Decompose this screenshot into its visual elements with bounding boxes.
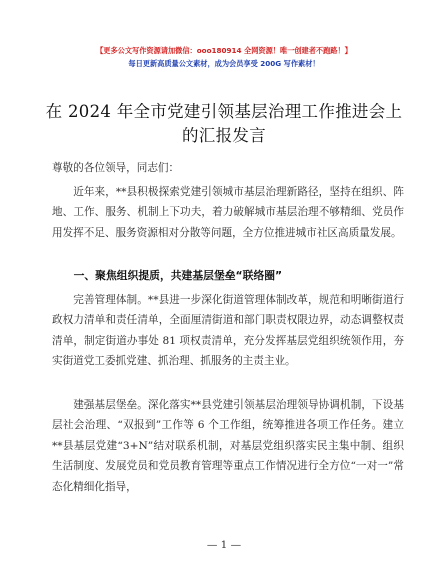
document-title: 在 2024 年全市党建引领基层治理工作推进会上的汇报发言 xyxy=(45,102,403,145)
page-number: — 1 — xyxy=(206,539,242,551)
promo-banner-line2: 每日更新高质量公文素材，成为会员享受 200G 写作素材！ xyxy=(128,59,320,68)
paragraph-management-system: 完善管理体制。**县进一步深化街道管理体制改革，规范和明晰街道行政权力清单和责任清单，全面厘清街道和部门职责权限边界，动态调整权责清单，制定街道办事处 81 项权责清单，充分发挥基层党组织统领作用，夯实街道党工委抓党建、抓治理、抓服务的主责主业。 xyxy=(52,294,404,368)
promo-banner-line1: 【更多公文写作资源请加微信：ooo180914 全网资源！唯一创建者不跑路！】 xyxy=(96,46,352,55)
salutation: 尊敬的各位领导，同志们： xyxy=(52,162,180,174)
section-heading-1: 一、聚焦组织提质，共建基层堡垒“联络圈” xyxy=(73,269,283,282)
paragraph-intro: 近年来，**县积极探索党建引领城市基层治理新路径，坚持在组织、阵地、工作、服务、机制上下功夫，着力破解城市基层治理不够精细、党员作用发挥不足、服务资源相对分散等问题，全方位推进城市社区高质量发展。 xyxy=(52,186,404,239)
paragraph-grassroots-fortress: 建强基层堡垒。深化落实**县党建引领基层治理领导协调机制，下设基层社会治理、“双报到”工作等 6 个工作组，统筹推进各项工作任务。建立**县基层党建“3+N”结对联系机制，对基层党组织落实民主集中制、组织生活制度、发展党员和党员教育管理等重点工作情况进行全方位“一对一”常态化精细化指导， xyxy=(52,399,404,493)
